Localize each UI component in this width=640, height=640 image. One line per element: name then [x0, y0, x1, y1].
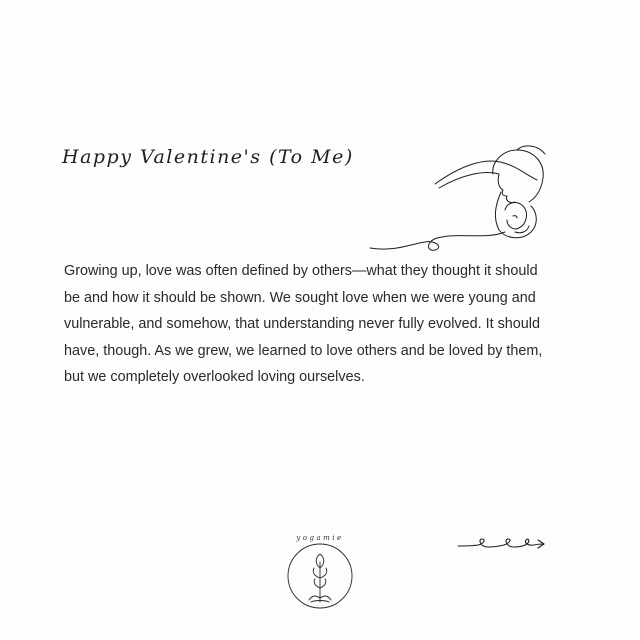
- brand-logo: [283, 532, 357, 614]
- brand-logo-word: yogamie: [296, 534, 344, 542]
- line-art-mother-child-icon: [365, 136, 565, 266]
- squiggle-arrow-right-icon: [456, 532, 548, 556]
- post-title: Happy Valentine's (To Me): [62, 146, 354, 168]
- post-body-text: Growing up, love was often defined by others—what they thought it should be and how it should be shown. We sought love when we were young and vulnerable, and somehow, that understanding never fully evolved. It should have, though. As we grew, we learned to love others and be loved by them, but we completely overlooked loving ourselves.: [64, 263, 543, 385]
- circular-lotus-logo-icon: [283, 532, 357, 614]
